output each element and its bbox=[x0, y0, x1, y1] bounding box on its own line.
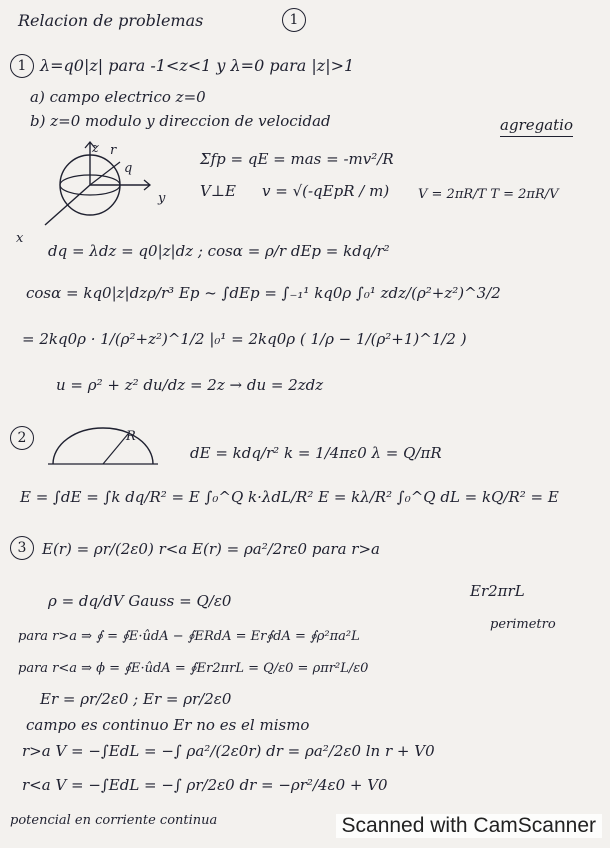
eq-gauss-inside: para r<a ⇒ ϕ = ∮E·ûdA = ∮Er2πrL = Q/ε0 = ρπr²L/ε0 bbox=[18, 661, 369, 676]
continuity-note: campo es continuo Er no es el mismo bbox=[26, 716, 310, 734]
problem3-number: 3 bbox=[10, 536, 34, 560]
problem3-statement: E(r) = ρr/(2ε0) r<a E(r) = ρa²/2rε0 para r>a bbox=[42, 540, 380, 558]
eq-force: Σfp = qE = mas = -mv²/R bbox=[200, 150, 394, 168]
eq-period: V = 2πR/T T = 2πR/V bbox=[418, 187, 559, 202]
page-title: Relacion de problemas bbox=[18, 11, 204, 30]
problem1-statement: λ=q0|z| para -1<z<1 y λ=0 para |z|>1 bbox=[40, 56, 355, 75]
eq-dE: dE = kdq/r² k = 1/4πε0 λ = Q/πR bbox=[190, 444, 442, 462]
eq-gauss-outside: para r>a ⇒ ∮ = ∮E·ûdA − ∮ERdA = Er∮dA = ∮ρ²πa²L bbox=[18, 629, 360, 644]
eq-subst: u = ρ² + z² du/dz = 2z → du = 2zdz bbox=[56, 376, 324, 394]
title-number-circle: 1 bbox=[282, 8, 306, 32]
charge-label: q bbox=[124, 161, 133, 176]
axis-x-label: x bbox=[16, 231, 24, 246]
eq-rho: ρ = dq/dV Gauss = Q/ε0 bbox=[48, 592, 232, 610]
eq-E: E = ∫dE = ∫k dq/R² = E ∫₀^Q k·λdL/R² E = kλ/R² ∫₀^Q dL = kQ/R² = E bbox=[20, 488, 559, 506]
camscanner-watermark: Scanned with CamScanner bbox=[336, 814, 602, 838]
problem1-part-b: b) z=0 modulo y direccion de velocidad bbox=[30, 112, 331, 130]
eq-v-inside: r<a V = −∫EdL = −∫ ρr/2ε0 dr = −ρr²/4ε0 + V0 bbox=[22, 776, 388, 794]
eq-perp: V⊥E bbox=[200, 182, 236, 200]
side-label-er: Er2πrL bbox=[470, 582, 525, 600]
eq-cos: cosα = kq0|z|dzρ/r³ Ep ~ ∫dEp = ∫₋₁¹ kq0ρ ∫₀¹ zdz/(ρ²+z²)^3/2 bbox=[26, 284, 501, 302]
axis-r-label: r bbox=[110, 143, 117, 158]
problem1-number: 1 bbox=[10, 54, 34, 78]
radius-label: R bbox=[126, 429, 136, 444]
footer-line: potencial en corriente continua bbox=[10, 813, 218, 828]
axis-y-label: y bbox=[158, 191, 166, 206]
eq-v-outside: r>a V = −∫EdL = −∫ ρa²/(2ε0r) dr = ρa²/2ε0 ln r + V0 bbox=[22, 742, 435, 760]
eq-integral: = 2kq0ρ · 1/(ρ²+z²)^1/2 |₀¹ = 2kq0ρ ( 1/ρ − 1/(ρ²+1)^1/2 ) bbox=[22, 330, 467, 348]
perimetro-label: perimetro bbox=[490, 617, 556, 632]
problem2-number: 2 bbox=[10, 426, 34, 450]
problem1-part-a: a) campo electrico z=0 bbox=[30, 88, 206, 106]
eq-Er: Er = ρr/2ε0 ; Er = ρr/2ε0 bbox=[40, 690, 232, 708]
eq-velocity: v = √(-qEpR / m) bbox=[262, 182, 390, 200]
side-note: agregatio bbox=[500, 116, 573, 134]
eq-dq: dq = λdz = q0|z|dz ; cosα = ρ/r dEp = kdq/r² bbox=[48, 242, 390, 260]
axis-z-label: z bbox=[92, 141, 99, 156]
